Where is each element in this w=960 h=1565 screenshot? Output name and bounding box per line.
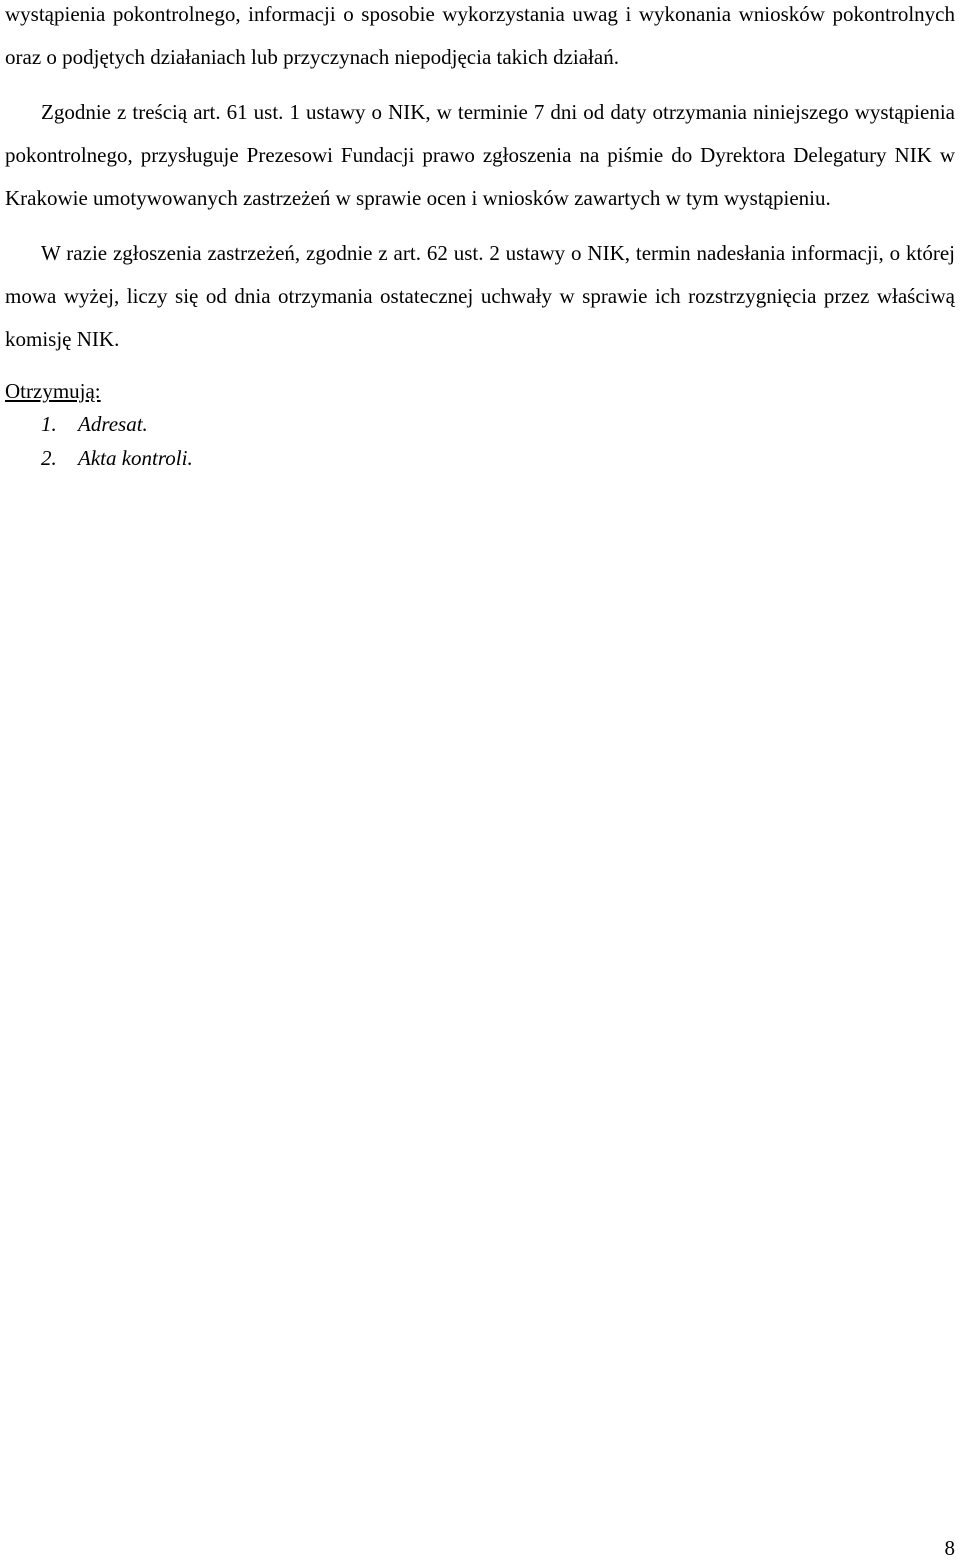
recipient-number: 2. <box>41 446 57 470</box>
recipients-list <box>5 407 955 475</box>
page-number: 8 <box>944 1536 955 1560</box>
paragraph-objections-right: Zgodnie z treścią art. 61 ust. 1 ustawy o NIK, w terminie 7 dni od daty otrzymania niniejszego wystąpienia pokontrolnego, przysługuje Prezesowi Fundacji prawo zgłoszenia na piśmie do Dyrektora Delegatury NIK w Krakowie umotywowanych zastrzeżeń w sprawie ocen i wniosków zawartych w tym wystąpieniu. <box>5 100 955 210</box>
recipient-number: 1. <box>41 412 57 436</box>
paragraph-continuation: wystąpienia pokontrolnego, informacji o sposobie wykorzystania uwag i wykonania wniosków pokontrolnych oraz o podjętych działaniach lub przyczynach niepodjęcia takich działań. <box>5 2 955 69</box>
recipient-text: Adresat. <box>78 412 148 436</box>
recipient-text: Akta kontroli. <box>78 446 193 470</box>
document-page <box>5 0 955 475</box>
recipient-item <box>5 407 955 441</box>
recipients-heading: Otrzymują: <box>5 379 101 403</box>
paragraph-deadline: W razie zgłoszenia zastrzeżeń, zgodnie z art. 62 ust. 2 ustawy o NIK, termin nadesłania informacji, o której mowa wyżej, liczy się od dnia otrzymania ostatecznej uchwały w sprawie ich rozstrzygnięcia przez właściwą komisję NIK. <box>5 241 955 351</box>
recipient-item <box>5 441 955 475</box>
